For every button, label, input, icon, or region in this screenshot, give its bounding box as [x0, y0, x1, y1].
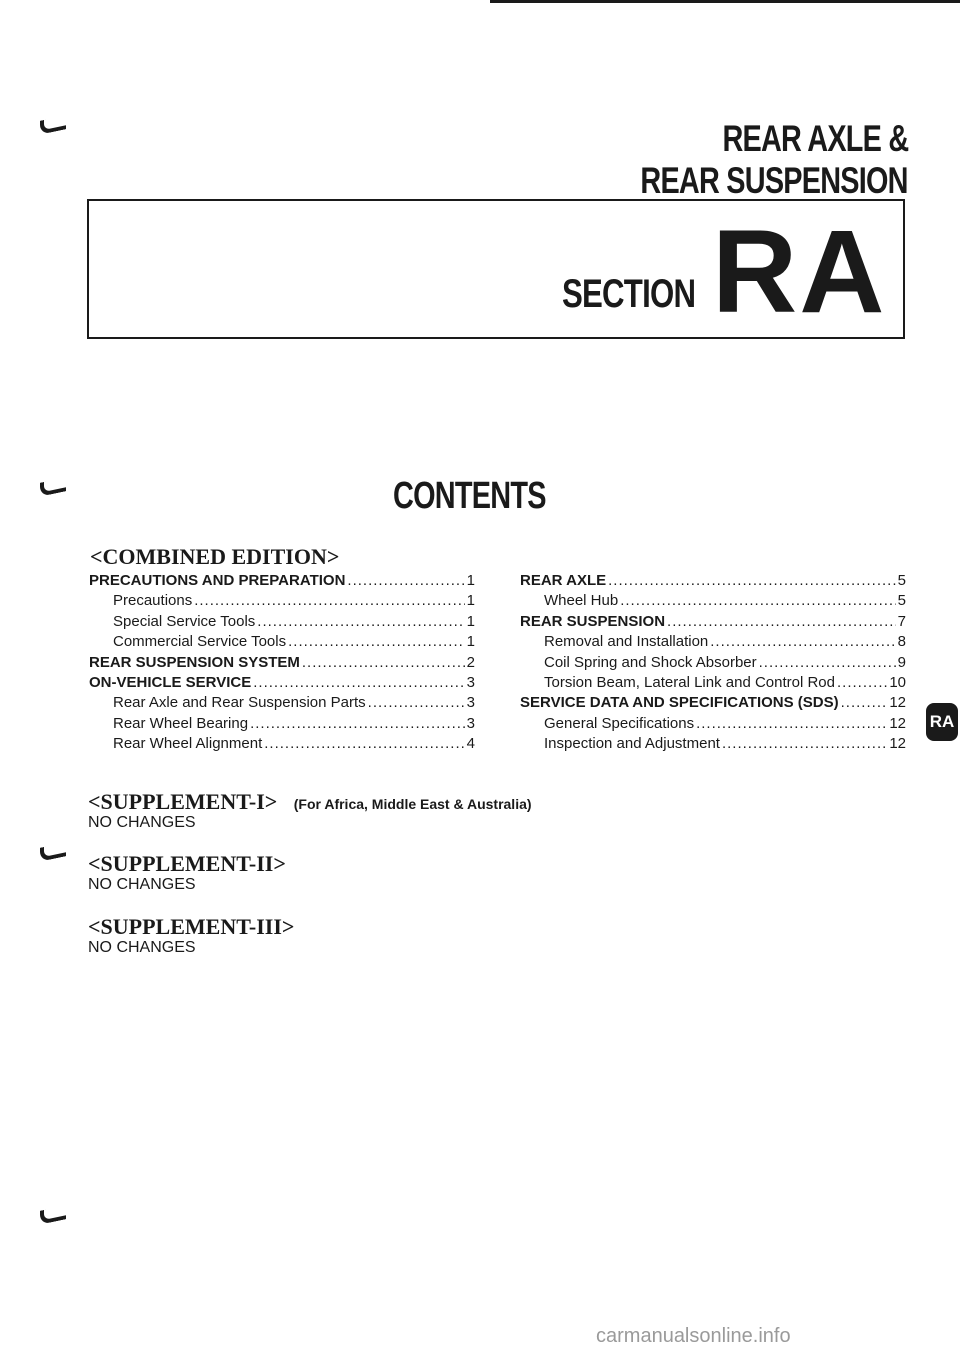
supplement-note: (For Africa, Middle East & Australia): [293, 796, 532, 812]
supplement-2: [88, 852, 286, 894]
toc-leader-dots: [837, 674, 887, 691]
combined-edition-heading: <COMBINED EDITION>: [90, 544, 340, 569]
toc-leader-dots: [250, 715, 465, 732]
toc-entry: [89, 715, 475, 735]
toc-entry-label: SERVICE DATA AND SPECIFICATIONS (SDS): [520, 694, 839, 712]
toc-entry: [89, 613, 475, 633]
toc-entry-label: Rear Wheel Alignment: [113, 735, 263, 753]
toc-leader-dots: [759, 654, 896, 671]
toc-entry: [520, 694, 906, 714]
toc-leader-dots: [667, 613, 896, 630]
supplement-body: NO CHANGES: [88, 814, 196, 831]
supplement-3: [88, 915, 294, 957]
toc-entry-label: Precautions: [113, 592, 193, 610]
toc-entry-page: 3: [466, 714, 475, 732]
toc-entry: [520, 735, 906, 755]
toc-leader-dots: [347, 572, 464, 589]
toc-entry-page: 8: [897, 633, 906, 651]
supplement-1: [88, 790, 532, 832]
toc-entry-label: REAR AXLE: [520, 572, 607, 589]
toc-entry: [520, 654, 906, 674]
page-title-line-1: REAR AXLE &: [722, 118, 908, 159]
toc-entry-page: 1: [466, 612, 475, 630]
toc-entry: [89, 674, 475, 694]
toc-entry: [89, 633, 475, 653]
toc-entry-label: Coil Spring and Shock Absorber: [544, 653, 757, 671]
toc-entry: [520, 592, 906, 612]
toc-entry-page: 5: [897, 592, 906, 610]
toc-entry: [89, 694, 475, 714]
toc-entry: [89, 592, 475, 612]
toc-entry-label: Special Service Tools: [113, 612, 256, 630]
toc-entry: [520, 633, 906, 653]
toc-entry-page: 12: [889, 735, 906, 753]
supplement-body: NO CHANGES: [88, 939, 196, 956]
toc-left-column: [89, 572, 475, 756]
page-title-line-2: REAR SUSPENSION: [640, 160, 908, 201]
toc-entry: [520, 715, 906, 735]
contents-heading: CONTENTS: [393, 475, 546, 517]
toc-entry-label: ON-VEHICLE SERVICE: [89, 673, 252, 691]
section-tab: RA: [926, 703, 958, 741]
corner-mark: [40, 1205, 66, 1225]
toc-entry-page: 1: [466, 572, 475, 589]
toc-entry-label: General Specifications: [544, 714, 695, 732]
toc-leader-dots: [257, 613, 464, 630]
toc-entry-label: REAR SUSPENSION SYSTEM: [89, 653, 300, 671]
toc-leader-dots: [264, 735, 464, 752]
section-label: SECTION: [562, 272, 696, 316]
toc-leader-dots: [722, 735, 887, 752]
toc-leader-dots: [841, 694, 888, 711]
toc-leader-dots: [710, 633, 895, 650]
toc-leader-dots: [368, 694, 465, 711]
toc-entry-page: 7: [897, 612, 906, 630]
toc-entry-label: Inspection and Adjustment: [544, 735, 720, 753]
supplement-heading: <SUPPLEMENT-III>: [88, 914, 295, 939]
toc-entry-label: PRECAUTIONS AND PREPARATION: [89, 572, 346, 589]
toc-entry-page: 2: [466, 653, 475, 671]
section-code: RA: [712, 206, 887, 338]
watermark: carmanualsonline.info: [596, 1325, 791, 1347]
toc-entry: [520, 572, 906, 592]
toc-entry-page: 12: [889, 694, 906, 712]
toc-leader-dots: [620, 592, 895, 609]
toc-entry-label: REAR SUSPENSION: [520, 612, 666, 630]
supplement-body: NO CHANGES: [88, 876, 196, 893]
toc-entry-page: 4: [466, 735, 475, 753]
corner-mark: [40, 477, 66, 497]
toc-entry: [89, 654, 475, 674]
toc-entry-page: 1: [466, 592, 475, 610]
toc-entry-page: 5: [897, 572, 906, 589]
toc-leader-dots: [696, 715, 887, 732]
toc-leader-dots: [302, 654, 465, 671]
toc-entry: [520, 674, 906, 694]
toc-right-column: [520, 572, 906, 756]
toc-leader-dots: [288, 633, 465, 650]
toc-entry-page: 3: [466, 673, 475, 691]
toc-entry-page: 3: [466, 694, 475, 712]
toc-entry: [89, 735, 475, 755]
toc-leader-dots: [194, 592, 464, 609]
toc-leader-dots: [608, 572, 896, 589]
corner-mark: [40, 842, 66, 862]
toc-entry-page: 9: [897, 653, 906, 671]
toc-entry-label: Rear Wheel Bearing: [113, 714, 249, 732]
toc-entry-label: Removal and Installation: [544, 633, 709, 651]
toc-entry-page: 10: [889, 673, 906, 691]
toc-entry: [520, 613, 906, 633]
top-rule: [490, 0, 960, 3]
toc-entry-label: Torsion Beam, Lateral Link and Control Rod: [544, 673, 835, 691]
toc-entry-label: Rear Axle and Rear Suspension Parts: [113, 694, 366, 712]
toc-entry-label: Wheel Hub: [544, 592, 619, 610]
toc-entry-label: Commercial Service Tools: [113, 633, 287, 651]
corner-mark: [40, 115, 66, 135]
supplement-heading: <SUPPLEMENT-I>: [88, 789, 278, 814]
toc-leader-dots: [253, 674, 464, 691]
toc-entry-page: 12: [889, 714, 906, 732]
toc-entry: [89, 572, 475, 592]
toc-entry-page: 1: [466, 633, 475, 651]
supplement-heading: <SUPPLEMENT-II>: [88, 851, 286, 876]
